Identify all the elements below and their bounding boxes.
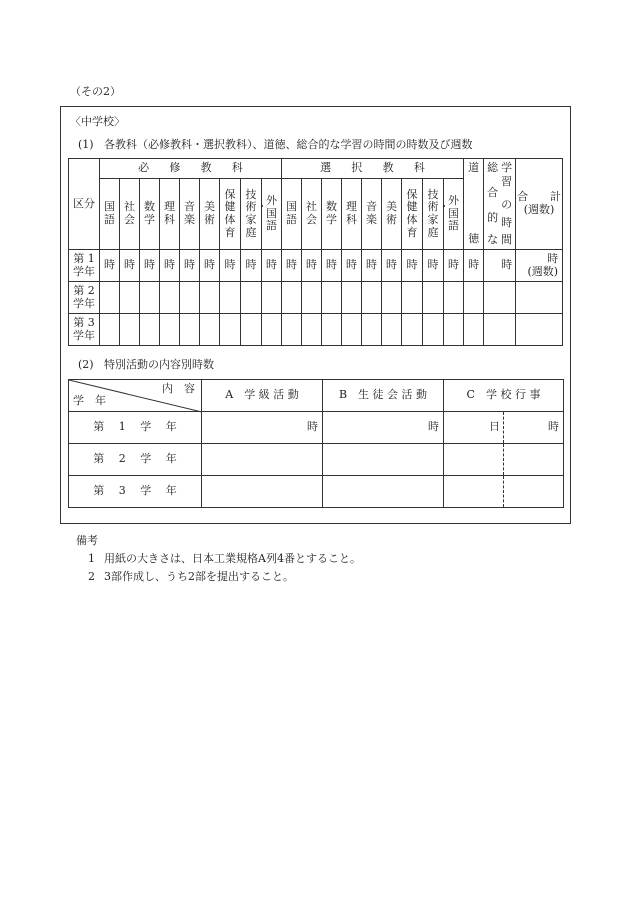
kubun-header: 区分 bbox=[69, 159, 100, 250]
required-char: 必 bbox=[138, 161, 150, 175]
subject-header: 外国 語 bbox=[444, 179, 464, 250]
hours-cell[interactable] bbox=[120, 314, 140, 346]
required-char: 修 bbox=[169, 161, 181, 175]
hours-cell[interactable] bbox=[140, 314, 160, 346]
hours-cell[interactable]: 時 bbox=[282, 250, 302, 282]
table-row bbox=[69, 282, 563, 314]
hours-cell[interactable]: 時 bbox=[362, 250, 382, 282]
grade-label: 第 2 学 年 bbox=[69, 444, 202, 476]
subject-header: 保健 体育 bbox=[220, 179, 241, 250]
grade-label: 第 3 学 年 bbox=[69, 476, 202, 508]
total-sub-label: (週数) bbox=[523, 203, 555, 216]
subject-hours-table bbox=[68, 158, 563, 346]
hours-cell[interactable]: 時 bbox=[241, 250, 262, 282]
required-subjects-header bbox=[100, 159, 282, 179]
col-b-header: B 生 徒 会 活 動 bbox=[323, 380, 444, 412]
hours-cell[interactable] bbox=[464, 314, 484, 346]
diag-bottom-label: 学 年 bbox=[73, 394, 106, 408]
hours-cell[interactable] bbox=[160, 282, 180, 314]
elective-subjects-header bbox=[282, 159, 464, 179]
hours-cell[interactable] bbox=[241, 282, 262, 314]
section2-number: (2) bbox=[78, 358, 94, 371]
hours-cell[interactable] bbox=[262, 314, 282, 346]
moral-top: 道 bbox=[468, 161, 480, 174]
elective-char: 科 bbox=[413, 161, 425, 175]
total-cell[interactable]: 時 (週数) bbox=[516, 250, 563, 282]
total-header bbox=[516, 159, 563, 250]
col-c-header: C 学 校 行 事 bbox=[444, 380, 564, 412]
hours-cell[interactable] bbox=[342, 314, 362, 346]
subject-header: 美 術 bbox=[200, 179, 220, 250]
table-row bbox=[69, 476, 564, 508]
diag-top-label: 内 容 bbox=[162, 382, 195, 395]
subject-header: 理 科 bbox=[342, 179, 362, 250]
hours-cell[interactable] bbox=[120, 282, 140, 314]
hours-cell[interactable] bbox=[423, 282, 444, 314]
integrated-char: 総 bbox=[487, 161, 499, 174]
note-number: 2 bbox=[88, 570, 95, 583]
school-event-days-cell[interactable] bbox=[444, 476, 504, 508]
subject-header: 社 会 bbox=[302, 179, 322, 250]
hours-cell[interactable] bbox=[402, 282, 423, 314]
hours-cell[interactable] bbox=[282, 282, 302, 314]
hours-cell[interactable] bbox=[220, 282, 241, 314]
total-label: 合 計 bbox=[517, 190, 562, 204]
grade-label: 第 1 学 年 bbox=[69, 412, 202, 444]
hours-cell[interactable] bbox=[220, 314, 241, 346]
note-text: 用紙の大きさは、日本工業規格A列4番とすること。 bbox=[104, 552, 361, 565]
hours-cell[interactable] bbox=[342, 282, 362, 314]
note-text: 3部作成し、うち2部を提出すること。 bbox=[104, 570, 294, 583]
grade-label: 第 3 学年 bbox=[69, 314, 100, 346]
hours-cell[interactable]: 時 bbox=[220, 250, 241, 282]
hours-cell[interactable]: 時 bbox=[444, 250, 464, 282]
required-char: 科 bbox=[231, 161, 243, 175]
integrated-char: 習 bbox=[501, 175, 513, 188]
hours-cell[interactable] bbox=[402, 314, 423, 346]
elective-char: 教 bbox=[382, 161, 394, 175]
hours-cell[interactable] bbox=[100, 314, 120, 346]
table-row bbox=[69, 444, 564, 476]
hours-cell[interactable] bbox=[200, 282, 220, 314]
class-activity-cell[interactable] bbox=[202, 444, 323, 476]
hours-cell[interactable]: 時 bbox=[200, 250, 220, 282]
subject-header: 技術・ 家庭 bbox=[423, 179, 444, 250]
hours-cell[interactable]: 時 bbox=[484, 250, 516, 282]
subject-header: 保健 体育 bbox=[402, 179, 423, 250]
diagonal-header bbox=[69, 380, 202, 412]
subject-header: 理 科 bbox=[160, 179, 180, 250]
hours-cell[interactable] bbox=[180, 314, 200, 346]
hours-cell[interactable] bbox=[302, 314, 322, 346]
hours-cell[interactable]: 時 bbox=[322, 250, 342, 282]
student-council-cell[interactable] bbox=[323, 444, 444, 476]
subject-header: 美 術 bbox=[382, 179, 402, 250]
school-event-days-cell[interactable] bbox=[444, 444, 504, 476]
note-number: 1 bbox=[88, 552, 95, 565]
hours-cell[interactable]: 時 bbox=[262, 250, 282, 282]
hours-cell[interactable]: 時 bbox=[382, 250, 402, 282]
hours-cell[interactable]: 時 bbox=[464, 250, 484, 282]
section2-title: 特別活動の内容別時数 bbox=[104, 358, 214, 371]
table-row bbox=[69, 314, 563, 346]
hours-cell[interactable] bbox=[444, 314, 464, 346]
class-activity-cell[interactable] bbox=[202, 476, 323, 508]
school-event-days-cell[interactable]: 日 bbox=[444, 412, 504, 444]
hours-cell[interactable] bbox=[423, 314, 444, 346]
integrated-char: 合 bbox=[487, 186, 499, 199]
school-label: 〈中学校〉 bbox=[70, 115, 125, 128]
hours-cell[interactable] bbox=[362, 314, 382, 346]
hours-cell[interactable]: 時 bbox=[160, 250, 180, 282]
hours-cell[interactable]: 時 bbox=[180, 250, 200, 282]
hours-cell[interactable] bbox=[484, 314, 516, 346]
table-row bbox=[69, 250, 563, 282]
subject-header: 数 学 bbox=[140, 179, 160, 250]
required-char: 教 bbox=[200, 161, 212, 175]
subject-header: 音 楽 bbox=[362, 179, 382, 250]
hours-cell[interactable] bbox=[302, 282, 322, 314]
total-cell[interactable] bbox=[516, 282, 563, 314]
school-event-hours-cell[interactable] bbox=[504, 444, 564, 476]
integrated-char: 間 bbox=[501, 233, 513, 246]
hours-cell[interactable] bbox=[362, 282, 382, 314]
total-cell[interactable] bbox=[516, 314, 563, 346]
table-row bbox=[69, 412, 564, 444]
part-label: （その2） bbox=[70, 85, 121, 98]
special-activities-table bbox=[68, 379, 564, 508]
hours-cell[interactable] bbox=[200, 314, 220, 346]
hours-cell[interactable] bbox=[382, 282, 402, 314]
subject-header: 数 学 bbox=[322, 179, 342, 250]
col-a-header: A 学 級 活 動 bbox=[202, 380, 323, 412]
grade-label: 第 1 学年 bbox=[69, 250, 100, 282]
subject-header: 国 語 bbox=[282, 179, 302, 250]
integrated-char: の bbox=[501, 198, 513, 211]
hours-cell[interactable] bbox=[322, 282, 342, 314]
integrated-char: な bbox=[487, 233, 499, 246]
hours-cell[interactable]: 時 bbox=[140, 250, 160, 282]
hours-cell[interactable]: 時 bbox=[423, 250, 444, 282]
school-event-hours-cell[interactable]: 時 bbox=[504, 412, 564, 444]
hours-cell[interactable] bbox=[241, 314, 262, 346]
hours-cell[interactable] bbox=[262, 282, 282, 314]
hours-cell[interactable] bbox=[444, 282, 464, 314]
student-council-cell[interactable] bbox=[323, 476, 444, 508]
hours-cell[interactable] bbox=[140, 282, 160, 314]
elective-char: 択 bbox=[351, 161, 363, 175]
hours-cell[interactable] bbox=[464, 282, 484, 314]
grade-label: 第 2 学年 bbox=[69, 282, 100, 314]
elective-char: 選 bbox=[320, 161, 332, 175]
hours-cell[interactable]: 時 bbox=[342, 250, 362, 282]
subject-header: 技術・ 家庭 bbox=[241, 179, 262, 250]
subject-header: 国 語 bbox=[100, 179, 120, 250]
section1-number: (1) bbox=[78, 138, 94, 151]
hours-cell[interactable] bbox=[282, 314, 302, 346]
student-council-cell[interactable]: 時 bbox=[323, 412, 444, 444]
integrated-study-header bbox=[484, 159, 516, 250]
moral-bottom: 徳 bbox=[468, 232, 480, 246]
hours-cell[interactable] bbox=[160, 314, 180, 346]
section1-title: 各教科（必修教科・選択教科）、道徳、総合的な学習の時間の時数及び週数 bbox=[104, 138, 473, 151]
hours-cell[interactable]: 時 bbox=[302, 250, 322, 282]
hours-cell[interactable]: 時 bbox=[402, 250, 423, 282]
hours-cell[interactable] bbox=[100, 282, 120, 314]
moral-header bbox=[464, 159, 484, 250]
subject-header: 外国 語 bbox=[262, 179, 282, 250]
integrated-char: 時 bbox=[501, 216, 513, 229]
class-activity-cell[interactable]: 時 bbox=[202, 412, 323, 444]
notes-title: 備考 bbox=[76, 534, 98, 547]
hours-cell[interactable]: 時 bbox=[100, 250, 120, 282]
integrated-char: 的 bbox=[487, 211, 499, 224]
integrated-char: 学 bbox=[501, 161, 513, 174]
hours-cell[interactable] bbox=[322, 314, 342, 346]
hours-cell[interactable]: 時 bbox=[120, 250, 140, 282]
hours-cell[interactable] bbox=[180, 282, 200, 314]
subject-header: 音 楽 bbox=[180, 179, 200, 250]
hours-cell[interactable] bbox=[382, 314, 402, 346]
subject-header: 社 会 bbox=[120, 179, 140, 250]
hours-cell[interactable] bbox=[484, 282, 516, 314]
school-event-hours-cell[interactable] bbox=[504, 476, 564, 508]
